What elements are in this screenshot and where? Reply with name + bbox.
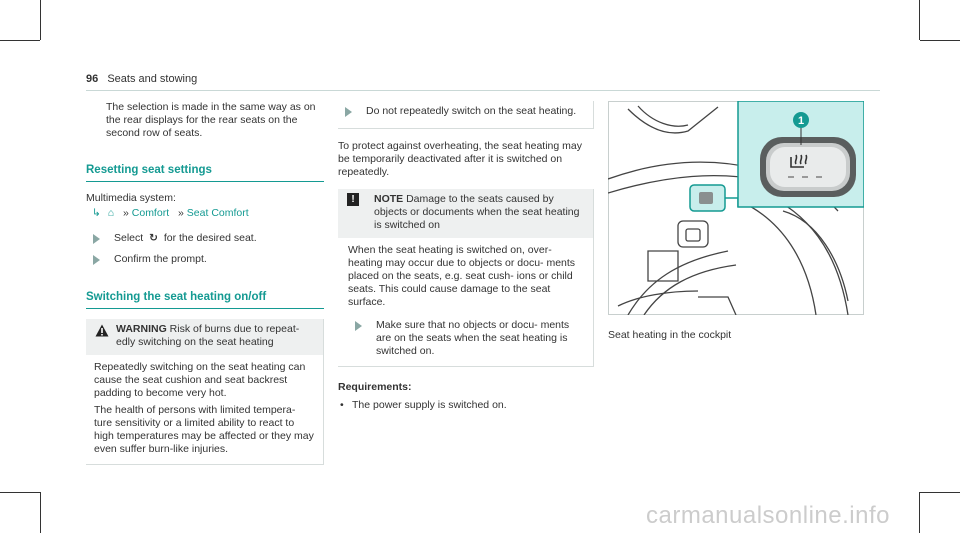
note-label: NOTE [374,193,404,205]
return-arrow-icon: ↳ [92,207,101,219]
step-arrow-icon [93,255,100,265]
note-title: Damage to the seats caused by objects or documents when the seat heating is switched on [374,193,580,231]
warning-header [86,319,323,355]
column-2 [338,101,594,412]
crop-mark [920,40,960,41]
warning-step: Do not repeatedly switch on the seat heating. [338,101,594,129]
double-chevron-icon: » [178,207,184,219]
step-arrow-icon [93,234,100,244]
note-step: Make sure that no objects or docu- ments are on the seats when the seat heating is switched on. [348,319,585,358]
crop-mark [40,492,41,533]
crop-mark [40,0,41,40]
step-confirm: Confirm the prompt. [86,253,324,266]
menu-seat-comfort: Seat Comfort [186,207,249,219]
requirements-heading: Requirements: [338,381,412,393]
note-exclamation-icon: ! [347,193,359,206]
crop-mark [0,40,40,41]
crop-mark [920,492,960,493]
double-chevron-icon: » [123,207,129,219]
path-label: Multimedia system: [86,192,176,204]
resetting-heading: Resetting seat settings [86,164,324,182]
header-divider [86,90,880,91]
section-title: Seats and stowing [107,73,198,85]
page-number: 96 [86,73,99,85]
warning-triangle-icon [95,324,109,337]
note-box [338,189,594,367]
illustration [608,101,864,315]
warning-label: WARNING [116,323,167,335]
page-header [86,73,197,85]
warning-box [86,319,324,465]
crop-mark [0,492,40,493]
column-1 [86,101,324,465]
bullet-icon: • [340,399,344,411]
crop-mark [919,0,920,40]
section-resetting [86,164,324,266]
intro-text: The selection is made in the same way as on the rear displays for the rear seats on the second row of seats. [106,101,316,139]
note-header [338,189,593,238]
cockpit-illustration [608,101,864,315]
back-icon: ↻ [149,232,158,244]
switching-heading: Switching the seat heating on/off [86,291,324,309]
step-select: Select ↻ for the desired seat. [86,232,324,245]
home-icon: ⌂ [107,207,115,219]
step-arrow-icon [355,321,362,331]
menu-path [86,207,324,220]
section-switching [86,291,324,465]
crop-mark [919,492,920,533]
protect-text: To protect against overheating, the seat heating may be temporarily deactivated after it is switched on repeatedly. [338,140,582,178]
callout-number: 1 [797,115,805,127]
warning-title: Risk of burns due to repeat- edly switching on the seat heating [116,323,300,348]
watermark: carmanualsonline.info [646,502,890,529]
step-arrow-icon [345,107,352,117]
note-body: When the seat heating is switched on, over- heating may occur due to objects or docu- ments placed on the seats, e.g. seat cush- ions or child seats. This could cause damage to the seat surface. Make sure that no objects or docu- ments are on the seats when the seat heating is switched on. [338,238,593,366]
warning-body: Repeatedly switching on the seat heating can cause the seat cushion and seat backrest padding to become very hot. The health of persons with limited tempera- ture sensitivity or a limited ability to react to high temperatures may be affected or they may even suffer burn-like injuries. [94,361,314,455]
requirement-item: • The power supply is switched on. [340,399,507,411]
figure-caption: Seat heating in the cockpit [608,329,732,341]
menu-comfort: Comfort [131,207,170,219]
